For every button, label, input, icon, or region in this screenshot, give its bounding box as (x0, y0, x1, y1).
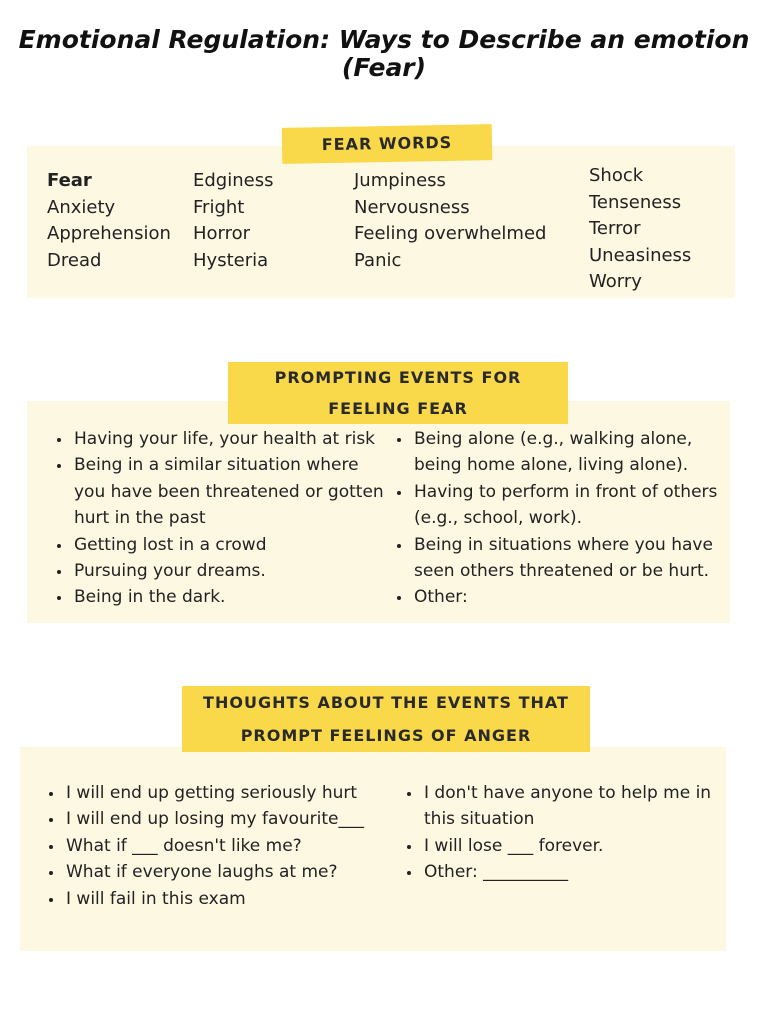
fear-word: Terror (589, 218, 641, 239)
fear-word: Anxiety (47, 196, 116, 218)
fear-words-column-4 (589, 163, 691, 296)
page-title-line-1: Emotional Regulation: Ways to Describe an emotion (18, 25, 750, 54)
fear-word: Edginess (193, 170, 274, 191)
list-item: • Being in the dark. (72, 584, 394, 610)
fear-word: Worry (589, 271, 642, 292)
prompting-events-banner (228, 362, 568, 424)
list-item: • Being alone (e.g., walking alone, being home alone, living alone). (412, 426, 742, 479)
list-item: • I will lose ___ forever. (422, 833, 740, 859)
list-item: • What if everyone laughs at me? (64, 859, 382, 885)
list-item: • I will fail in this exam (64, 886, 382, 912)
fear-word: Shock (589, 165, 644, 186)
fear-words-column-1 (47, 168, 171, 274)
prompting-events-heading-line-1: PROMPTING EVENTS FOR (274, 368, 522, 387)
fear-words-banner (282, 124, 493, 164)
list-item: • Other: __________ (422, 859, 740, 885)
page-title-line-2: (Fear) (341, 53, 427, 82)
thoughts-banner (182, 686, 590, 752)
list-item: • Pursuing your dreams. (72, 558, 394, 584)
prompting-events-right-list (390, 426, 742, 611)
list-item: • Being in a similar situation where you have been threatened or gotten hurt in the past (72, 452, 394, 531)
fear-words-column-3 (354, 168, 546, 274)
fear-words-heading: FEAR WORDS (321, 132, 453, 155)
list-item: • What if ___ doesn't like me? (64, 833, 382, 859)
list-item: • I will end up getting seriously hurt (64, 780, 382, 806)
list-item: • Being in situations where you have seen others threatened or be hurt. (412, 532, 742, 585)
list-item: • Having to perform in front of others (e.g., school, work). (412, 479, 742, 532)
list-item: • Having your life, your health at risk (72, 426, 394, 452)
fear-words-column-2 (193, 168, 273, 274)
list-item: • I don't have anyone to help me in this situation (422, 780, 740, 833)
thoughts-right-list (400, 780, 740, 886)
fear-word: Feeling overwhelmed (354, 223, 547, 244)
list-item: • I will end up losing my favourite___ (64, 806, 382, 832)
fear-word: Jumpiness (354, 170, 446, 191)
fear-word: Apprehension (47, 223, 171, 244)
thoughts-left-list (42, 780, 382, 912)
thoughts-heading-line-1: THOUGHTS ABOUT THE EVENTS THAT (203, 693, 569, 712)
fear-word: Nervousness (354, 196, 470, 218)
fear-word: Dread (47, 249, 102, 271)
prompting-events-left-list (50, 426, 394, 611)
list-item: • Other: (412, 584, 742, 610)
fear-word: Tenseness (589, 191, 682, 213)
thoughts-heading-line-2: PROMPT FEELINGS OF ANGER (240, 726, 532, 745)
fear-word: Panic (354, 249, 402, 271)
fear-word: Hysteria (193, 249, 269, 271)
fear-word: Horror (193, 223, 251, 244)
fear-word: Fright (193, 196, 245, 218)
fear-word: Fear (47, 170, 92, 191)
page-title (0, 26, 768, 82)
prompting-events-heading-line-2: FEELING FEAR (328, 399, 468, 418)
list-item: • Getting lost in a crowd (72, 532, 394, 558)
fear-word: Uneasiness (589, 244, 692, 266)
